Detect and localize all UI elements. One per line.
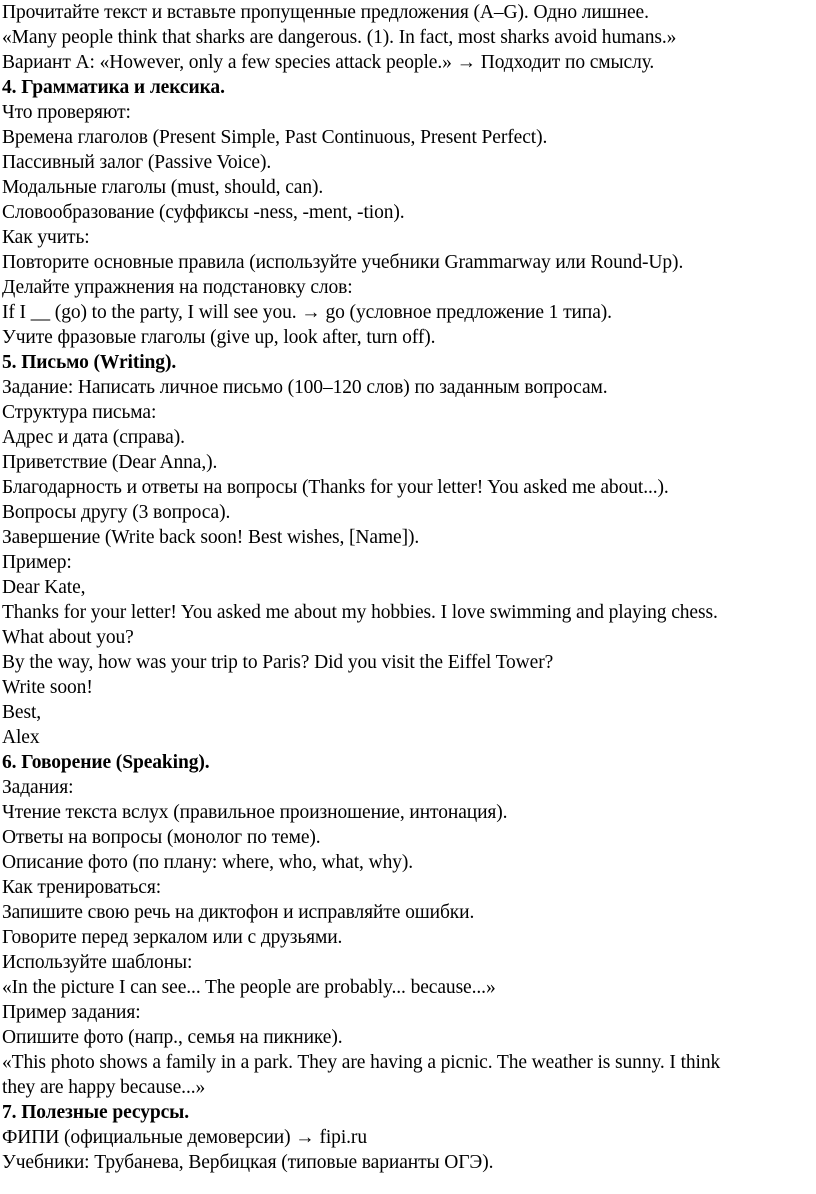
text-line: Словообразование (суффиксы -ness, -ment, -tion). — [2, 202, 405, 223]
text-line: Благодарность и ответы на вопросы (Thanks for your letter! You asked me about...). — [2, 477, 669, 498]
text-line: Как тренироваться: — [2, 877, 162, 898]
section-heading: 4. Грамматика и лексика. — [2, 77, 225, 98]
text-line: Вариант A: «However, only a few species attack people.» → Подходит по смыслу. — [2, 52, 655, 73]
section-heading: 7. Полезные ресурсы. — [2, 1102, 190, 1123]
text-line: Времена глаголов (Present Simple, Past Continuous, Present Perfect). — [2, 127, 548, 148]
text-line: Задание: Написать личное письмо (100–120 слов) по заданным вопросам. — [2, 377, 608, 398]
text-line: Как учить: — [2, 227, 90, 248]
text-line: If I __ (go) to the party, I will see you. → go (условное предложение 1 типа). — [2, 302, 612, 323]
text-line: Завершение (Write back soon! Best wishes, [Name]). — [2, 527, 420, 548]
text-line: Модальные глаголы (must, should, can). — [2, 177, 324, 198]
text-line: Ответы на вопросы (монолог по теме). — [2, 827, 321, 848]
text-line: Thanks for your letter! You asked me about my hobbies. I love swimming and playing chess. — [2, 602, 718, 623]
text-line: Структура письма: — [2, 402, 157, 423]
text-line: Пример задания: — [2, 1002, 141, 1023]
text-line: Задания: — [2, 777, 74, 798]
text-line: Повторите основные правила (используйте учебники Grammarway или Round-Up). — [2, 252, 684, 273]
text-line: Учебники: Трубанева, Вербицкая (типовые варианты ОГЭ). — [2, 1152, 494, 1173]
text-line: «This photo shows a family in a park. They are having a picnic. The weather is sunny. I think — [2, 1052, 721, 1073]
text-line: «Many people think that sharks are dangerous. (1). In fact, most sharks avoid humans.» — [2, 27, 677, 48]
text-line: Говорите перед зеркалом или с друзьями. — [2, 927, 343, 948]
text-line: Опишите фото (напр., семья на пикнике). — [2, 1027, 343, 1048]
text-line: Адрес и дата (справа). — [2, 427, 185, 448]
section-heading: 6. Говорение (Speaking). — [2, 752, 210, 773]
text-line: By the way, how was your trip to Paris? Did you visit the Eiffel Tower? — [2, 652, 554, 673]
text-line: Чтение текста вслух (правильное произношение, интонация). — [2, 802, 508, 823]
text-line: Прочитайте текст и вставьте пропущенные предложения (A–G). Одно лишнее. — [2, 2, 649, 23]
text-line: Запишите свою речь на диктофон и исправляйте ошибки. — [2, 902, 475, 923]
text-line: Приветствие (Dear Anna,). — [2, 452, 218, 473]
text-line: «In the picture I can see... The people are probably... because...» — [2, 977, 496, 998]
text-line: ФИПИ (официальные демоверсии) → fipi.ru — [2, 1127, 367, 1148]
text-line: Write soon! — [2, 677, 93, 698]
text-line: Описание фото (по плану: where, who, what, why). — [2, 852, 414, 873]
text-line: Пассивный залог (Passive Voice). — [2, 152, 272, 173]
text-line: Best, — [2, 702, 42, 723]
section-heading: 5. Письмо (Writing). — [2, 352, 177, 373]
text-line: Учите фразовые глаголы (give up, look after, turn off). — [2, 327, 436, 348]
text-line: Dear Kate, — [2, 577, 86, 598]
text-line: Что проверяют: — [2, 102, 131, 123]
text-line: What about you? — [2, 627, 134, 648]
text-line: Alex — [2, 727, 40, 748]
text-line: Делайте упражнения на подстановку слов: — [2, 277, 353, 298]
text-line: Вопросы другу (3 вопроса). — [2, 502, 231, 523]
text-line: Используйте шаблоны: — [2, 952, 193, 973]
text-line: they are happy because...» — [2, 1077, 206, 1098]
text-line: Пример: — [2, 552, 72, 573]
